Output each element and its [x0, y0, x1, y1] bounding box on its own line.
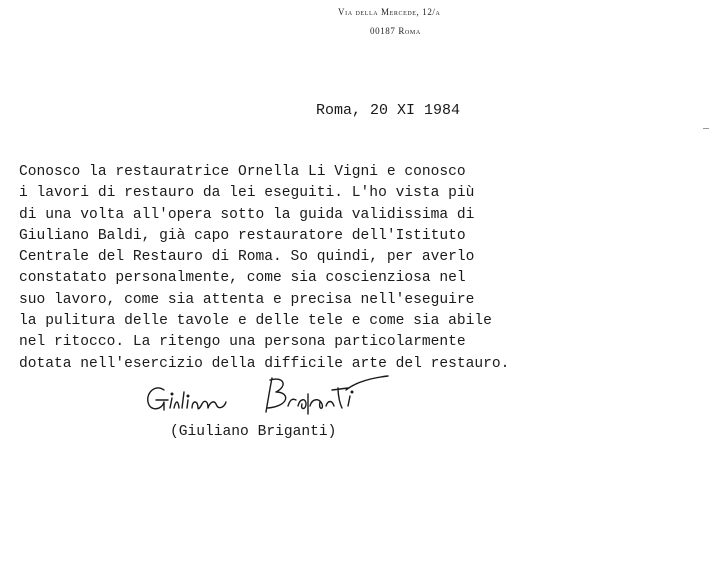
letter-date: Roma, 20 XI 1984 — [316, 102, 461, 119]
letterhead — [338, 6, 488, 37]
body-line: Centrale del Restauro di Roma. So quindi, per averlo — [19, 249, 475, 266]
letterhead-address: Via della Mercede, 12/a — [338, 7, 441, 17]
body-line: di una volta all'opera sotto la guida validissima di — [19, 206, 475, 223]
handwritten-signature — [142, 370, 402, 420]
body-line: i lavori di restauro da lei eseguiti. L'ho vista più — [19, 185, 475, 202]
letter-body — [19, 162, 539, 375]
typed-signatory-name: (Giuliano Briganti) — [170, 424, 337, 440]
body-line: la pulitura delle tavole e delle tele e come sia abile — [19, 313, 492, 330]
body-line: constatato personalmente, come sia coscienziosa nel — [19, 270, 466, 287]
body-line: suo lavoro, come sia attenta e precisa nell'eseguire — [19, 291, 475, 308]
letterhead-city: 00187 Roma — [370, 26, 421, 36]
body-line: Conosco la restauratrice Ornella Li Vigni e conosco — [19, 164, 466, 180]
body-line: nel ritocco. La ritengo una persona particolarmente — [19, 334, 466, 351]
body-line: Giuliano Baldi, già capo restauratore dell'Istituto — [19, 227, 466, 244]
margin-tick — [703, 128, 709, 129]
body-line: dotata nell'esercizio della difficile arte del restauro. — [19, 355, 510, 372]
